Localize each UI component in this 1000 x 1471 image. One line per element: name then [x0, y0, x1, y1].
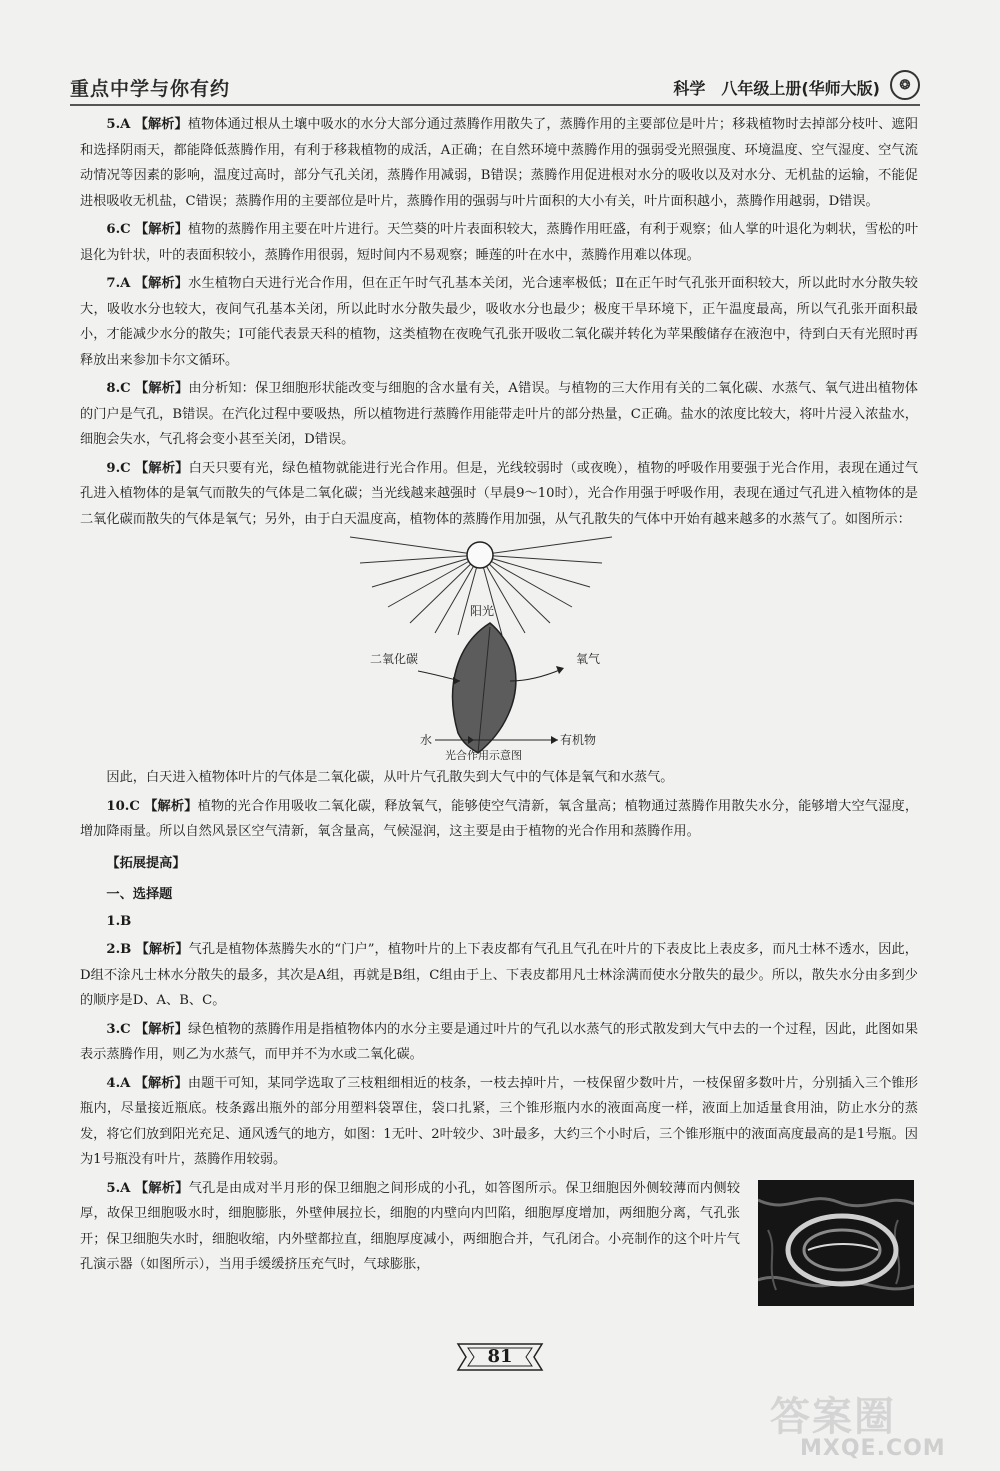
page-content: [80, 112, 918, 1281]
photosynthesis-figure: [80, 535, 918, 760]
analysis-tag: 【解析】: [134, 222, 189, 237]
answer-5: [80, 112, 918, 214]
stoma-photo: [758, 1180, 914, 1306]
answer-number: 8.C: [106, 381, 131, 396]
watermark-url: MXQE.COM: [800, 1436, 946, 1461]
answer-text: 植物的光合作用吸收二氧化碳，释放氧气，能够使空气清新，氧含量高；植物通过蒸腾作用散失水分，能够增大空气湿度，增加降雨量。所以自然风景区空气清新，氧含量高，气候湿润，这主要是由于植物的光合作用和蒸腾作用。: [80, 798, 919, 839]
o2-arrow: [510, 669, 562, 681]
page-number: 81: [487, 1346, 513, 1367]
figure-conclusion: 因此，白天进入植物体叶片的气体是二氧化碳，从叶片气孔散失到大气中的气体是氧气和水蒸气。: [106, 770, 674, 785]
watermark-logo: 答案圈: [770, 1394, 896, 1440]
header-divider: [70, 104, 920, 106]
answer-6: [80, 217, 918, 268]
water-label: 水: [420, 733, 433, 747]
analysis-tag: 【解析】: [135, 460, 189, 476]
page-footer: [450, 1340, 550, 1374]
stoma-micrograph: [758, 1180, 914, 1306]
answer-number: 5.A: [106, 117, 131, 132]
answer-text: 绿色植物的蒸腾作用是指植物体内的水分主要是通过叶片的气孔以水蒸气的形式散发到大气中去的一个过程，因此，此图如果表示蒸腾作用，则乙为水蒸气，而甲并不为水或二氧化碳。: [80, 1021, 919, 1062]
subsection-title: 一、选择题: [106, 886, 173, 902]
analysis-tag: 【解析】: [135, 942, 189, 957]
answer-8: [80, 376, 918, 453]
ext-answer-3: [80, 1017, 918, 1068]
analysis-tag: 【解析】: [134, 1075, 188, 1091]
analysis-tag: 【解析】: [134, 1021, 189, 1037]
answer-text: 气孔是植物体蒸腾失水的“门户”，植物叶片的上下表皮都有气孔且气孔在叶片的下表皮比上表皮多，而凡士林不透水，因此，D组不涂凡士林水分散失的最多，其次是A组，再就是B组，C组由于上、下表皮都用凡士林涂满而使水分散失的最少。所以，散失水分由多到少的顺序是D、A、B、C。: [80, 942, 918, 1008]
answer-number: 5.A: [106, 1180, 131, 1196]
sun-icon: [467, 542, 493, 568]
answer-number: 6.C: [106, 222, 131, 237]
answer-number: 10.C: [106, 798, 140, 814]
answer-text: 由题干可知，某同学选取了三枝粗细相近的枝条，一枝去掉叶片，一枝保留少数叶片，一枝保留多数叶片，分别插入三个锥形瓶内，尽量接近瓶底。枝条露出瓶外的部分用塑料袋罩住，袋口扎紧，三个锥形瓶内水的液面高度一样，液面上加适量食用油，防止水分的蒸发，将它们放到阳光充足、通风透气的地方，如图：1无叶、2叶较少、3叶最多，大约三个小时后，三个锥形瓶中的液面高度最高的是1号瓶。因为1号瓶没有叶片，蒸腾作用较弱。: [80, 1075, 919, 1167]
answer-number: 9.C: [106, 460, 131, 476]
ext-answer-4: [80, 1071, 918, 1173]
series-title: 重点中学与你有约: [70, 78, 231, 100]
ext-answer-5-block: [80, 1176, 918, 1278]
analysis-tag: 【解析】: [134, 1180, 189, 1196]
answer-9: [80, 456, 918, 533]
publisher-logo-icon: ❂: [890, 70, 920, 100]
analysis-tag: 【解析】: [134, 117, 188, 132]
sunlight-label: 阳光: [470, 604, 495, 618]
answer-text: 由分析知：保卫细胞形状能改变与细胞的含水量有关，A错误。与植物的三大作用有关的二氧化碳、水蒸气、氧气进出植物体的门户是气孔，B错误。在汽化过程中要吸热，所以植物进行蒸腾作用能带走叶片的部分热量，C正确。盐水的浓度比较大，将叶片浸入浓盐水，细胞会失水，气孔将会变小甚至关闭，D错误。: [80, 381, 918, 447]
ext-answer-5: [80, 1176, 740, 1278]
answer-text: 植物体通过根从土壤中吸水的水分大部分通过蒸腾作用散失了，蒸腾作用的主要部位是叶片；移栽植物时去掉部分枝叶、遮阳和选择阴雨天，都能降低蒸腾作用，有利于移栽植物的成活，A正确；在自然环境中蒸腾作用的强弱受光照强度、环境温度、空气湿度、空气流动情况等因素的影响，温度过高时，部分气孔关闭，蒸腾作用减弱，B错误；蒸腾作用促进根对水分的吸收以及对水分、无机盐的运输，不能促进根吸收无机盐，C错误；蒸腾作用的主要部位是叶片，蒸腾作用的强弱与叶片面积的大小有关，叶片面积越小，蒸腾作用越弱，D错误。: [80, 117, 919, 209]
o2-label: 氧气: [576, 652, 601, 666]
answer-text: 气孔是由成对半月形的保卫细胞之间形成的小孔，如答图所示。保卫细胞因外侧较薄而内侧较厚，故保卫细胞吸水时，细胞膨胀，外壁伸展拉长，细胞的内壁向内凹陷，细胞厚度增加，两细胞分离，气孔张开；保卫细胞失水时，细胞收缩，内外壁都拉直，细胞厚度减小，两细胞合并，气孔闭合。小亮制作的这个叶片气孔演示器（如图所示），当用手缓缓挤压充气时，气球膨胀，: [80, 1180, 741, 1272]
answer-7: [80, 271, 918, 373]
photosynthesis-diagram: [340, 535, 660, 760]
answer-text: 水生植物白天进行光合作用，但在正午时气孔基本关闭，光合速率极低；Ⅱ在正午时气孔张开面积较大，所以此时水分散失较大，吸收水分也较大，夜间气孔基本关闭，所以此时水分散失最少，吸收水分也最少；极度干旱环境下，正午温度最高，所以气孔张开面积最小，才能减少水分的散失；Ⅰ可能代表景天科的植物，这类植物在夜晚气孔张开吸收二氧化碳并转化为苹果酸储存在液泡中，待到白天有光照时再释放出来参加卡尔文循环。: [80, 276, 918, 368]
answer-10: [80, 794, 918, 845]
answer-number: 7.A: [106, 276, 131, 291]
answer-number: 4.A: [106, 1075, 131, 1091]
section-title: 【拓展提高】: [106, 855, 186, 871]
co2-label: 二氧化碳: [370, 652, 419, 666]
analysis-tag: 【解析】: [135, 381, 189, 396]
ext-answer-2: [80, 937, 918, 1014]
answer-number: 2.B: [106, 942, 132, 957]
organic-label: 有机物: [560, 733, 597, 747]
analysis-tag: 【解析】: [134, 276, 189, 291]
analysis-tag: 【解析】: [144, 798, 198, 814]
answer-text: 白天只要有光，绿色植物就能进行光合作用。但是，光线较弱时（或夜晚），植物的呼吸作用要强于光合作用，表现在通过气孔进入植物体的是氧气而散失的气体是二氧化碳；当光线越来越强时（早晨9～10时），光合作用强于呼吸作用，表现在通过气孔进入植物体的是二氧化碳而散失的气体是氧气；另外，由于白天温度高，植物体的蒸腾作用加强，从气孔散失的气体中开始有越来越多的水蒸气了。如图所示：: [80, 460, 918, 527]
page-header: [70, 70, 920, 104]
subject-title: 科学 八年级上册(华师大版): [673, 79, 880, 98]
answer-text: 植物的蒸腾作用主要在叶片进行。天竺葵的叶片表面积较大，蒸腾作用旺盛，有利于观察；仙人掌的叶退化为刺状，雪松的叶退化为针状，叶的表面积较小，蒸腾作用很弱，短时间内不易观察；睡莲的叶在水中，蒸腾作用难以体现。: [80, 222, 919, 263]
figure-caption: 光合作用示意图: [445, 749, 522, 760]
answer-number: 1.B: [106, 913, 132, 929]
ext-answer-1: [80, 909, 918, 935]
answer-number: 3.C: [106, 1021, 131, 1037]
